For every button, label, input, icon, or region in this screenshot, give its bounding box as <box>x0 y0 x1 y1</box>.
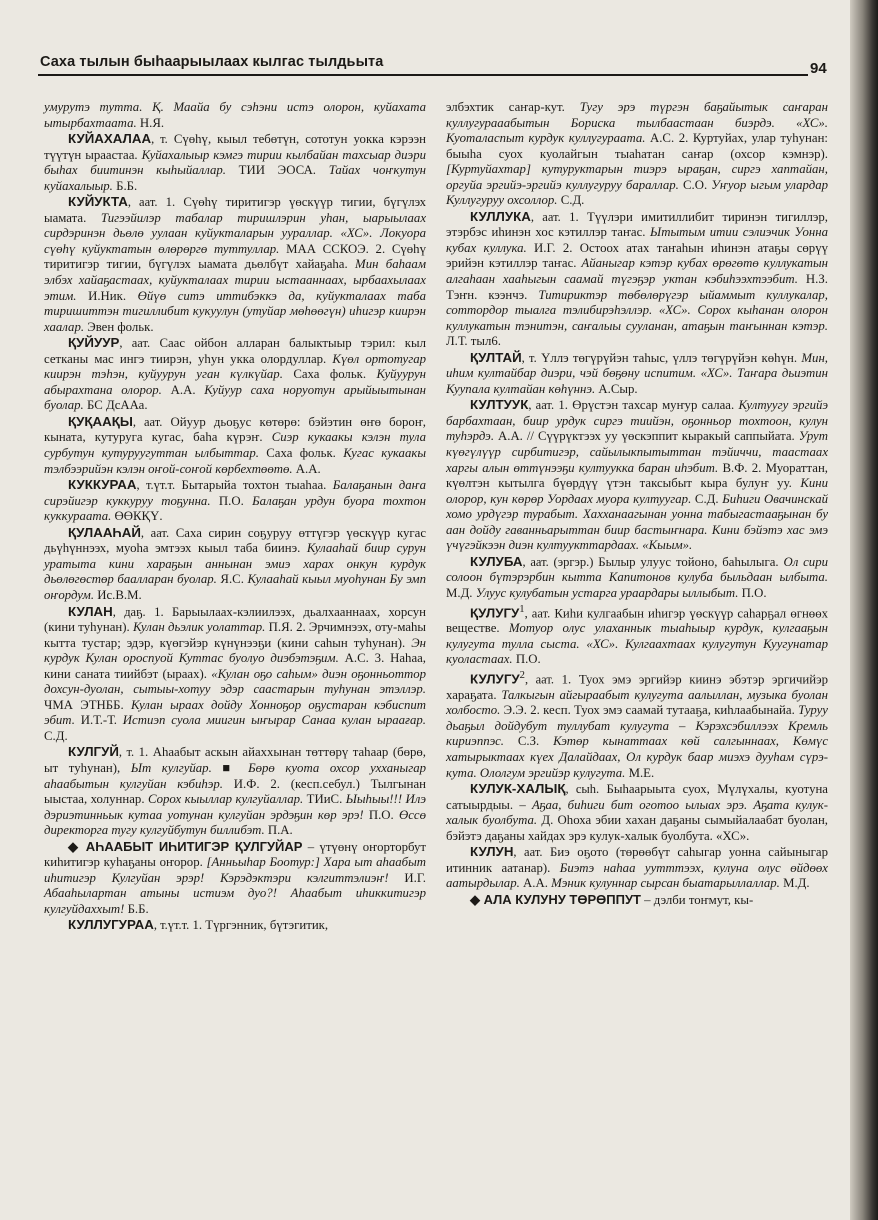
example-text: Абааһылартан атыны истиэм дуо?! Аһаабыт иһиккитигэр кулгуйдаххыт! <box>44 886 426 916</box>
definition: Ойуур дьоҕус көтөрө: бэйэтин өҥө бороҥ, кыната, кутуруга кугас, баһа күрэҥ. <box>44 414 426 445</box>
source-ref: И.Г. <box>388 870 426 885</box>
example-text: Култуугу эргийэ барбахтаан, биир урдук сиргэ тиийэн, оҕонньор тохтоон, кулун туһэрдэ. <box>446 398 829 444</box>
example-text: Кулан дьэлик уолаттар. <box>129 620 266 635</box>
example-text: Бөрө куота охсор ухханыгар аһаабытын кулгуйан кэбиһэр. <box>44 760 426 791</box>
entry-headword: КУЙУКТА <box>68 194 128 210</box>
source-ref: Саха фольк. <box>258 446 336 461</box>
example-text: Кини олорор, кун көрөр Уордаах муора култуугар. <box>446 476 828 506</box>
grammar-label: , аат. <box>140 525 170 540</box>
example-text: Талкыгын айгыраабыт кулугута аалыллан, музыка буолан холбосто. <box>446 687 828 718</box>
header-rule <box>38 74 808 76</box>
source-ref: А.А. <box>519 876 548 891</box>
definition: – үтүөнү оҥорторбут киһитигэр куһаҕаны оҥорор. <box>44 839 427 870</box>
definition: 1. Түргэнник, бүтэгитик, <box>189 918 329 933</box>
example-text: Кулааһай биир сурун уратыта кини хараҕын аннынан эмиэ харах онкун курдук дьөлөгөстөр баалларан буолар. <box>44 541 426 587</box>
example-text: Ыыһыы!!! Илэ дэриэтинньык кутаа уотунан кулгуйан эрдэҕин көр эрэ! <box>44 792 426 822</box>
source-ref: А.Сыр. <box>595 381 638 396</box>
definition: 2. Сүөһү тиритигэр тигии, бүгүлэх ыамата дьөлбүт хайаҕаһа. <box>44 241 426 272</box>
source-ref: И.Ф. <box>223 776 260 791</box>
dictionary-entry <box>44 525 426 604</box>
source-ref: П.А. <box>264 823 293 838</box>
definition: Сүөһү, кыыл тебөтүн, сототун уокка кэрээн түүтүн ыраастаа. <box>44 132 426 162</box>
example-text: Балаҕанын даҥа сирэйигэр куккуруу тоҕунна. <box>44 478 426 508</box>
source-ref: С.Д. <box>691 491 719 506</box>
definition: 1. Өрүстэн тахсар муҥур салаа. <box>554 398 735 413</box>
definition: 1. Сүөһү тиритигэр үөскүүр тигии, бүгүлэх ыамата. <box>44 195 427 225</box>
source-ref: С.Д. <box>44 728 68 743</box>
source-ref: И.Ник. <box>76 288 127 303</box>
source-ref: ЧМА ЭТНББ. <box>44 697 124 712</box>
grammar-label: , аат. <box>513 845 543 860</box>
right-text-column <box>446 100 828 908</box>
definition: Киһи кулгаабын иһигэр үөскүүр саһарҕал өгнөөх веществе. <box>446 605 829 636</box>
entry-headword: ҚУЛУГУ <box>470 604 520 620</box>
grammar-label: , аат. <box>127 195 158 210</box>
definition: 1. Барыылаах-кэлиилээх, дьалхааннаах, хорсун (кини туһунан). <box>44 604 426 635</box>
source-ref: П.О. <box>512 652 541 667</box>
dictionary-entry <box>44 839 426 918</box>
example-text: Куйуурун абырахтана олорор. <box>44 367 426 397</box>
source-ref: А.С. <box>645 131 675 146</box>
source-ref: П.О. <box>363 807 394 822</box>
definition: Саас ойбон алларан балыктыыр тэрил: кыл сетканы мас ингэ тиирэн, уһун укка олордуллар. <box>44 336 427 366</box>
source-ref: МАА ССКОЭ. <box>279 241 369 256</box>
dictionary-entry <box>44 100 426 131</box>
example-text: Туруу дьаҕыл дойдубут туллубат кулугута – Кэрэхсэбиллээх Кремль кириэппэс. <box>446 703 828 749</box>
grammar-label: , аат. (эргэр.) <box>522 554 594 569</box>
definition: Быһаарыыта суох, Мүлүхалы, куотуна сатыырдыы. – <box>446 782 828 812</box>
source-ref: И.Г. <box>526 240 556 255</box>
source-ref: ТИИ ЭОСА. <box>226 163 317 178</box>
example-text: Биэтэ наһаа уутттээх, кулуна олус өйдөөх аатырдылар. <box>446 860 828 891</box>
example-text: Эн курдук Кулан ороспуой Куттас буолуо диэбэтэҕим. <box>44 635 426 666</box>
dictionary-entry <box>446 781 828 844</box>
example-text: умурутэ тутта. Қ. Маайа бу сэһэни истэ олорон, куйахата ытырбахтаата. <box>44 100 426 130</box>
grammar-label: , аат. <box>119 336 151 351</box>
dictionary-entry <box>446 602 828 668</box>
dictionary-entry <box>446 350 828 398</box>
source-ref: Н.З. Тэҥн. кээнчэ. <box>446 272 828 302</box>
homonym-number: 2 <box>519 669 525 681</box>
dictionary-entry <box>44 414 426 477</box>
definition: 2. кесп. Туох эмэ саамай тутааҕа, киһлаабынайа. <box>526 703 795 718</box>
dictionary-entry <box>44 604 426 745</box>
definition: 1. Түүлэри имитиллибит тиринэн тигиллэр, этэрбэс иһинэн хос кэтиллэр таҥас. <box>446 209 828 240</box>
definition: Саха сирин соҕуруу өттүгэр үөскүүр кугас дьүһүннээх, муоһа эмтээх кыыл таба биинэ. <box>44 525 427 556</box>
dictionary-entry <box>44 477 426 525</box>
definition: Былыр улуус тойоно, баһылыга. <box>593 554 779 569</box>
source-ref: С.О. <box>678 177 708 192</box>
source-ref: М.Д. <box>779 876 810 891</box>
example-text: Улуус кулубатын устарга ураардары ыллыбыт. <box>472 585 739 600</box>
grammar-label: , т. <box>118 745 135 760</box>
source-ref: В.Ф. <box>718 460 748 475</box>
entry-headword: ҚУҚААҚЫ <box>68 413 133 429</box>
definition: – дэлби тоҥмут, кы- <box>640 892 754 907</box>
source-ref: Д. Оһоха эбии хахан даҕаны сымыйалаабат буолан, бэйэтэ даҕаны хайдах эрэ кулук-халык буолбута. «ХС». <box>446 813 828 843</box>
example-text: Кугас кукаакы тэлбээрийэн кэлэн оҥой-соҥой көрбехтөөтө. <box>44 446 426 476</box>
definition: элбэхтик саҥар-кут. <box>446 100 565 114</box>
book-spine-shadow <box>850 0 878 1220</box>
example-text: Ыт кулгуйар. <box>120 760 212 775</box>
grammar-label: , аат. <box>132 414 163 429</box>
page-number: 94 <box>810 60 827 77</box>
grammar-label: , аат. <box>528 398 555 413</box>
grammar-label: , аат. <box>524 605 551 620</box>
source-ref: ӨӨКҚҮ. <box>111 509 163 524</box>
definition: 2. Куртуйах, улар туһунан: быыһа суох куолайгын тыаһатан саҥар (охсор кэмнэр). <box>446 131 828 161</box>
entry-headword: КУЙАХАЛАА <box>68 131 152 147</box>
idiom-headword: ◆ АЛА КУЛУНУ ТӨРӨППУТ <box>470 891 641 907</box>
grammar-label: , т. <box>521 350 537 365</box>
example-text: Тайах чоҥкутун куйахалыыр. <box>44 163 426 193</box>
example-text: «Кулан оҕо саһым» диэн оҕонньоттор дохсун-дуолан, сытыы-хотуу эдэр саастарын туһунан этэллэр. <box>44 666 426 697</box>
definition: 3. Наһаа, кини саната тиийбэт (ыраах). <box>44 651 426 681</box>
definition: 2. Эрчимнээх, оту-маһы кытта тустар; эдэр, күөгэйэр күнүнээҕи (кини саһын туһунан). <box>44 620 427 650</box>
source-ref: БС ДсААа. <box>83 398 148 413</box>
source-ref: Н.Я. <box>136 115 165 130</box>
example-text: Күөл ортотугар киирэн тэһэн, куйуурун уган күлкүйар. <box>44 351 426 382</box>
entry-headword: КУЛЛУКА <box>470 208 531 224</box>
source-ref: М.Д. <box>446 585 473 600</box>
entry-headword: КУЛУН <box>470 844 514 860</box>
example-text: [Куртуйахтар] кутуруктарын тиэрэ ыраҕан, сиргэ хаптайан, оргуйа эргийэ-эргийэ куллугуруу бараллар. <box>446 162 828 192</box>
source-ref: П.Я. <box>265 620 293 635</box>
source-ref: Саха фольк. <box>282 367 367 382</box>
source-ref: Б.Б. <box>112 178 138 193</box>
source-ref: П.О. <box>738 585 767 600</box>
source-ref: Эвен фольк. <box>84 319 154 334</box>
example-text: Өссө директорга тугу кулгуйбутун биллибэт. <box>44 807 426 838</box>
example-text: Титириктэр төбөлөрүгэр ыйаммыт куллукалар, соттордор тыалга тэлибирэһэллэр. «ХС». Сорох кыһанан олорон куллукатын тэнитэн, саҥалыы сууланан, атаҕын таҥыннан кэтэр. <box>446 287 828 333</box>
source-ref: Б.Б. <box>124 901 149 916</box>
dictionary-entry <box>446 668 828 781</box>
source-ref: С.З. <box>503 734 540 749</box>
source-ref: ТИиС. <box>303 792 343 807</box>
definition: 2. (кесп.себул.) Тылгынан ыыстаа, холуннар. <box>44 776 427 807</box>
dictionary-entry <box>446 209 828 350</box>
dictionary-entry <box>44 194 426 335</box>
entry-headword: КУЛАН <box>68 603 113 619</box>
dictionary-entry <box>446 844 828 892</box>
dictionary-entry <box>446 892 828 909</box>
definition: Бытарыйа тохтон тыаһаа. <box>175 478 327 493</box>
entry-headword: КУЛУК-ХАЛЫҚ <box>470 781 566 797</box>
source-ref: М.Е. <box>625 765 655 780</box>
dictionary-entry <box>44 335 426 414</box>
entry-headword: КУЛТУУК <box>470 397 529 413</box>
entry-headword: ҚУЙУУР <box>68 335 120 351</box>
dictionary-entry <box>446 554 828 602</box>
example-text: Куйуур саха норуотун арыйыытынан буолар. <box>44 382 426 413</box>
example-text: Сорох кыыллар кулгуйаллар. <box>144 792 304 807</box>
example-text: Кэтөр кынаттаах көй салгыннаах, Көмүс хатырыктаах күех Далайдаах, Ол курдук баар миэхэ дууһам сүрэ-кута. Ололгум эргийэр кулугута. <box>446 734 828 780</box>
source-ref: Э.Э. <box>500 703 527 718</box>
dictionary-entry <box>44 744 426 838</box>
source-ref: Я.С. <box>216 572 244 587</box>
grammar-label: , т.үт.т. <box>136 478 176 493</box>
example-text: Уҥуор ыгым улардар Куллугуруу охсоллор. <box>446 177 829 208</box>
example-text: Тигээйилэр табалар тиришлэрин уһан, ыарыылаах сирдэринэн дьөлө уулаан куйукталарын уураллар. «ХС». Локуора сүөһү куйуктатын өлөрөргө туттуллар. <box>44 210 426 256</box>
definition: Үллэ төгүрүйэн таһыс, үллэ төгүрүйэн көһүн. <box>536 350 798 365</box>
example-text: Истиэп суола миигин ыҥырар Санаа кулан ыраағар. <box>116 713 427 728</box>
example-text: Мотуор олус улаханнык тыаһыыр курдук, кулгааҕын кулугута тулла сыста. «ХС». Кулгаахтаах кулугутун Куугунатар куолаcтаах. <box>446 621 828 667</box>
dictionary-entry <box>446 397 828 553</box>
dictionary-entry <box>44 131 426 194</box>
definition: Биэ оҕото (төрөөбүт саһыгар уонна сайыныгар итинник аатанар). <box>446 845 828 875</box>
entry-headword: КУЛГУЙ <box>68 744 119 760</box>
example-text: Аҕаа, биһиги бит оготоо ылыах эрэ. Аҕата кулук-халык буолбута. <box>446 797 828 828</box>
source-ref: А.А. <box>292 461 321 476</box>
entry-headword: ҚУЛТАЙ <box>470 349 522 365</box>
example-text: Балаҕан урдун буора тохтон куккураата. <box>44 493 426 524</box>
source-ref: С.Д. <box>557 193 585 208</box>
dictionary-entry <box>446 100 828 209</box>
example-text: [Анньыһар Боотур:] Хара ыт аһаабыт иһитигэр Кулгуйан эрэр! Кэрэдэктэри кэлгиттэлиэҥ! <box>44 855 427 885</box>
definition: 1. Аһаабыт аскын айаххынан төттөрү таһаар (бөрө, ыт туһунан), <box>44 745 426 775</box>
example-text: Урут күөгүлүүр сирбитигэр, сайылыкпытыттан тэйиччи, таастаах харгы алын өттүнээҕи култуукка баран иһэбит. <box>446 429 828 475</box>
example-text: Кулааһай кыыл муоһунан Бу эмп оҥордум. <box>44 572 426 602</box>
example-text: Биһиги Овачинскай хомо урдүгэр турабыт. Хахханаагынан уонна табыгастааҕынан бу аан дойду гаванньарыттан биир бастыҥнара. Кини бэйэтэ хас эмэ үчүгэйкээн диэн култуукттардаах. «Кыым». <box>446 491 828 553</box>
definition: ■ <box>211 760 238 775</box>
grammar-label: , сыһ. <box>565 782 600 797</box>
example-text: Ытытым итии сэлиэчик Уонна кубах куллука. <box>446 225 828 255</box>
example-text: Ол сири солоон бүтэрэрбин кытта Капитонов кулуба быльдаан ылбыта. <box>446 554 828 585</box>
running-header-title: Саха тылын быһаарыылаах кылгас тылдьыта <box>40 54 384 70</box>
definition: 2. Муораттан, күөлтэн кытылга бүөрдүү үтэн таксыбыт кыра булуҥ уу. <box>446 460 828 491</box>
dictionary-entry <box>44 917 426 934</box>
example-text: Кулан ыраах дойду Хонноҕор оҕустаран кэбиспит эбит. <box>44 697 426 728</box>
source-ref: П.О. <box>210 493 244 508</box>
entry-headword: КУККУРАА <box>68 477 137 493</box>
grammar-label: , даҕ. <box>112 604 146 619</box>
definition: Сүүрүктээх уу үөскэппит кыракый саппыйата. <box>533 429 795 444</box>
example-text: Айаныгар кэтэр кубах өрөгөтө куллукатын алгаһаан хааһыгын саамай түгэҕэр уктан кэбиһээхтээбит. <box>446 256 828 287</box>
entry-headword: КУЛЛУГУРАА <box>68 917 154 933</box>
source-ref: Ис.В.М. <box>94 587 142 602</box>
example-text: Мин баһаам элбэх хайаҕастаах, куйукталаах тирии ыстааннаах, ырбаахылаах этим. <box>44 257 426 303</box>
definition: 1. Туох эмэ эргийэр киинэ эбэтэр эргичийэр хараҕата. <box>446 672 828 702</box>
grammar-label: , аат. <box>524 672 555 687</box>
source-ref: А.А. <box>161 382 196 397</box>
grammar-label: , аат. <box>530 209 561 224</box>
idiom-headword: ◆ АҺААБЫТ ИҺИТИГЭР ҚУЛГУЙАР <box>68 838 303 854</box>
example-text: Өйүө ситэ иттибэккэ да, куйукталаах таба тиришиттэн тигиллибит кукуулун (утуйар мөһөөгүн) иһигэр киирэн хаалар. <box>44 288 426 334</box>
example-text: Мин, иһим култайбар диэри, чэй бөҕөну испитим. «ХС». Таҥара дьиэтин Куупала култайан көһүннэ. <box>446 350 828 396</box>
example-text: Сиэр кукаакы кэлэн тула сурбутун кутуруугуттан ылбыттар. <box>44 430 426 461</box>
source-ref: А.А. // <box>494 429 534 444</box>
example-text: Куйахалыыр кэмгэ тирии кылбайан тахсыар диэри быһах биитинэн кыһыйаллар. <box>44 147 426 178</box>
source-ref: А.С. <box>338 651 369 666</box>
entry-headword: КУЛУБА <box>470 553 523 569</box>
entry-headword: ҚУЛААҺАЙ <box>68 524 141 540</box>
example-text: Мэник кулуннар сырсан быатарыллаллар. <box>547 876 780 891</box>
example-text: Тугу эрэ түргэн баҕайытык саҥаран куллугурааабытын Бориска тылбаастаан биэрдэ. «ХС». Куоталаспыт курдук куллугураата. <box>446 100 828 146</box>
grammar-label: , т.үт.т. <box>153 918 190 933</box>
source-ref: И.Т.-Т. <box>74 713 117 728</box>
source-ref: Л.Т. тыл6. <box>446 334 501 349</box>
left-text-column <box>44 100 426 934</box>
grammar-label: , т. <box>151 132 168 147</box>
entry-headword: КУЛУГУ <box>470 671 520 687</box>
definition: 2. Остоох атах таҥаһын иһинэн атаҕы сөрүү эрийэн кэтиллэр таҥас. <box>446 240 828 271</box>
homonym-number: 1 <box>519 603 525 615</box>
